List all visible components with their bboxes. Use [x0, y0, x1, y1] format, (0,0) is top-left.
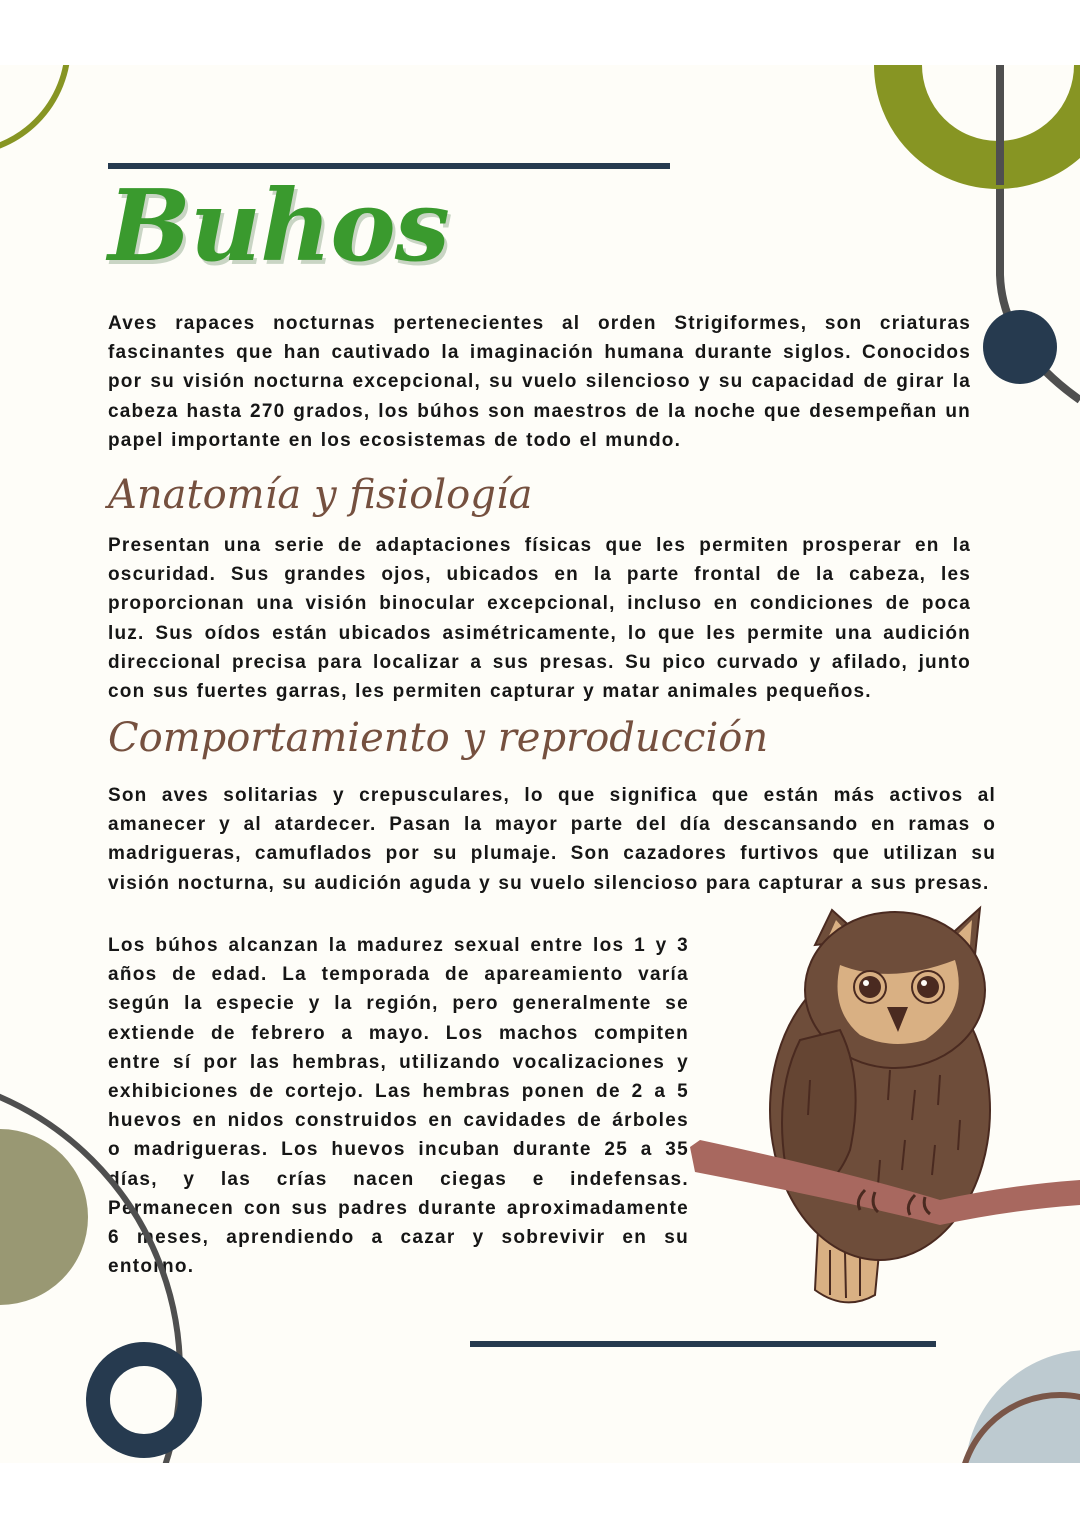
slate-circle-decoration [880, 1315, 1080, 1463]
reproduction-paragraph: Los búhos alcanzan la madurez sexual entre los 1 y 3 años de edad. La temporada de apareamiento varía según la especie y la región, pero generalmente se extiende de febrero a mayo. Los machos compiten entre sí por las hembras, utilizando vocalizaciones y exhibiciones de cortejo. Las hembras ponen de 2 a 5 huevos en nidos construidos en cavidades de árboles o madrigueras. Los huevos incuban durante 25 a 35 días, y las crías nacen ciegas e indefensas. Permanecen con sus padres durante aproximadamente 6 meses, aprendiendo a cazar y sobrevivir en su entorno. [108, 935, 689, 1278]
owl-on-branch-icon [690, 900, 1080, 1312]
section-heading-behavior: Comportamiento y reproducción [108, 715, 769, 761]
section-heading-anatomy: Anatomía y fisiología [108, 472, 533, 518]
khaki-circle-decoration [0, 1080, 300, 1463]
behavior-paragraph: Son aves solitarias y crepusculares, lo que significa que están más activos al amanecer y al atardecer. Pasan la mayor parte del día descansando en ramas o madrigueras, camuflados por su plumaje. Son cazadores furtivos que utilizan su visión nocturna, su audición aguda y su vuelo silencioso para capturar a sus presas. [108, 785, 996, 894]
document-page [0, 65, 1080, 1463]
olive-arc-decoration [0, 65, 90, 175]
page-title: Buhos [108, 169, 449, 284]
bottom-divider [470, 1341, 936, 1347]
intro-paragraph: Aves rapaces nocturnas pertenecientes al orden Strigiformes, son criaturas fascinantes que han cautivado la imaginación humana durante siglos. Conocidos por su visión nocturna excepcional, su vuelo silencioso y su capacidad de girar la cabeza hasta 270 grados, los búhos son maestros de la noche que desempeñan un papel importante en los ecosistemas de todo el mundo. [108, 313, 971, 451]
anatomy-paragraph: Presentan una serie de adaptaciones físicas que les permiten prosperar en la oscuridad. Sus grandes ojos, ubicados en la parte frontal de la cabeza, les proporcionan una visión binocular excepcional, incluso en condiciones de poca luz. Sus oídos están ubicados asimétricamente, lo que les permite una audición direccional precisa para localizar a sus presas. Su pico curvado y afilado, junto con sus fuertes garras, les permiten capturar y matar animales pequeños. [108, 535, 971, 703]
